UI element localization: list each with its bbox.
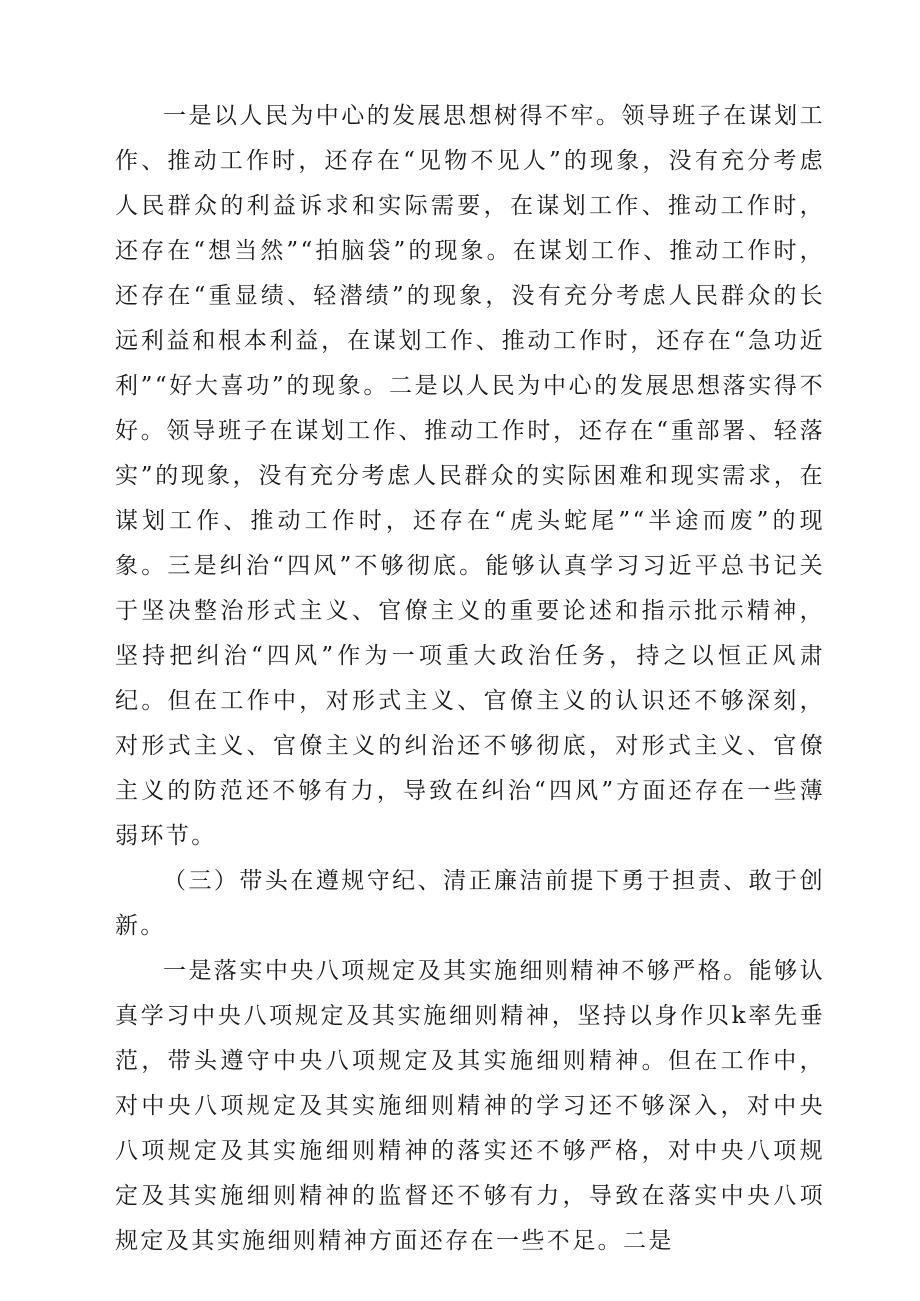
document-body (115, 94, 825, 1264)
section-heading: （三）带头在遵规守纪、清正廉洁前提下勇于担责、敢于创新。 (115, 868, 825, 939)
body-paragraph: 一是落实中央八项规定及其实施细则精神不够严格。能够认真学习中央八项规定及其实施细则精神，坚持以身作贝k率先垂范，带头遵守中央八项规定及其实施细则精神。但在工作中，对中央八项规定及其实施细则精神的学习还不够深入，对中央八项规定及其实施细则精神的落实还不够严格，对中央八项规定及其实施细则精神的监督还不够有力，导致在落实中央八项规定及其实施细则精神方面还存在一些不足。二是 (115, 958, 825, 1254)
body-paragraph: 一是以人民为中心的发展思想树得不牢。领导班子在谋划工作、推动工作时，还存在“见物不见人”的现象，没有充分考虑人民群众的利益诉求和实际需要，在谋划工作、推动工作时，还存在“想当然”“拍脑袋”的现象。在谋划工作、推动工作时，还存在“重显绩、轻潜绩”的现象，没有充分考虑人民群众的长远利益和根本利益，在谋划工作、推动工作时，还存在“急功近利”“好大喜功”的现象。二是以人民为中心的发展思想落实得不好。领导班子在谋划工作、推动工作时，还存在“重部署、轻落实”的现象，没有充分考虑人民群众的实际困难和现实需求，在谋划工作、推动工作时，还存在“虎头蛇尾”“半途而废”的现象。三是纠治“四风”不够彻底。能够认真学习习近平总书记关于坚决整治形式主义、官僚主义的重要论述和指示批示精神，坚持把纠治“四风”作为一项重大政治任务，持之以恒正风肃纪。但在工作中，对形式主义、官僚主义的认识还不够深刻，对形式主义、官僚主义的纠治还不够彻底，对形式主义、官僚主义的防范还不够有力，导致在纠治“四风”方面还存在一些薄弱环节。 (115, 103, 825, 849)
